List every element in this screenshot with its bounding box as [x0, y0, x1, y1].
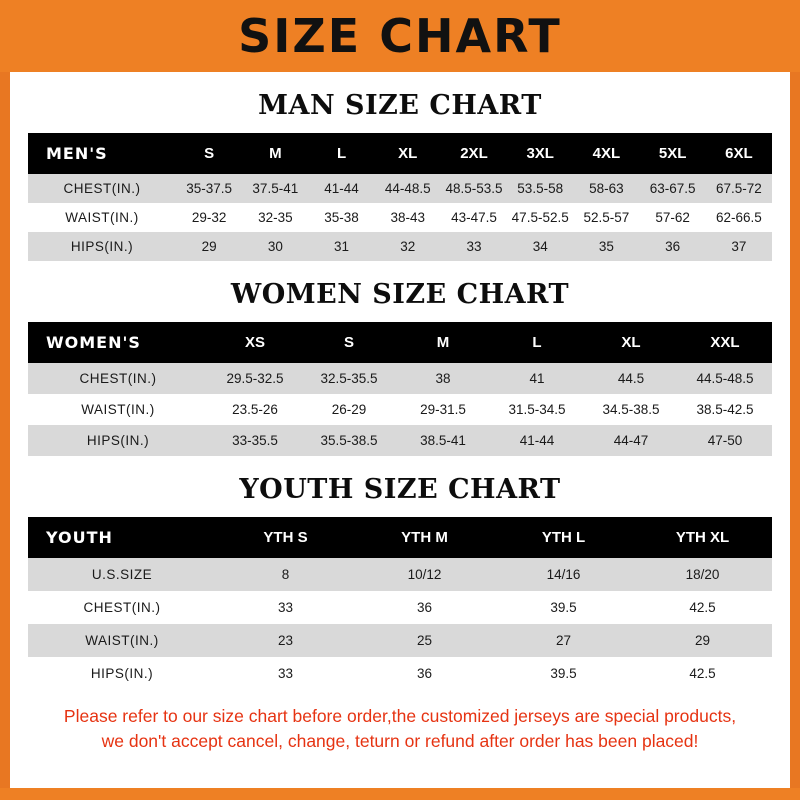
youth-row-label-waist: WAIST(IN.) — [28, 624, 216, 657]
men-chest-xl: 44-48.5 — [375, 174, 441, 203]
men-waist-3xl: 47.5-52.5 — [507, 203, 573, 232]
women-chest-xxl: 44.5-48.5 — [678, 363, 772, 394]
section-youth — [10, 474, 790, 690]
women-hips-s: 35.5-38.5 — [302, 425, 396, 456]
section-man — [10, 90, 790, 261]
women-hips-xxl: 47-50 — [678, 425, 772, 456]
men-chest-m: 37.5-41 — [242, 174, 308, 203]
women-waist-xl: 34.5-38.5 — [584, 394, 678, 425]
table-row — [28, 394, 772, 425]
table-row — [28, 174, 772, 203]
youth-chest-s: 33 — [216, 591, 355, 624]
women-header-xs: XS — [208, 322, 302, 363]
men-table-head — [28, 133, 772, 174]
youth-hips-l: 39.5 — [494, 657, 633, 690]
youth-chest-l: 39.5 — [494, 591, 633, 624]
men-row-label-hips: HIPS(IN.) — [28, 232, 176, 261]
bottom-accent-bar — [0, 788, 800, 800]
youth-chest-xl: 42.5 — [633, 591, 772, 624]
men-chest-4xl: 58-63 — [573, 174, 639, 203]
women-hips-xs: 33-35.5 — [208, 425, 302, 456]
men-chest-2xl: 48.5-53.5 — [441, 174, 507, 203]
notice-line-1: Please refer to our size chart before order,the customized jerseys are special products, — [63, 706, 737, 726]
men-hips-m: 30 — [242, 232, 308, 261]
youth-row-label-ussize: U.S.SIZE — [28, 558, 216, 591]
youth-table-body — [28, 558, 772, 690]
men-hips-2xl: 33 — [441, 232, 507, 261]
table-header-row — [28, 133, 772, 174]
men-waist-l: 35-38 — [308, 203, 374, 232]
youth-size-table — [28, 517, 772, 690]
men-waist-2xl: 43-47.5 — [441, 203, 507, 232]
men-header-6xl: 6XL — [706, 133, 772, 174]
men-header-4xl: 4XL — [573, 133, 639, 174]
section-title-youth: YOUTH SIZE CHART — [239, 474, 561, 505]
women-row-label-waist: WAIST(IN.) — [28, 394, 208, 425]
men-header-xl: XL — [375, 133, 441, 174]
women-chest-l: 41 — [490, 363, 584, 394]
youth-ussize-l: 14/16 — [494, 558, 633, 591]
men-waist-4xl: 52.5-57 — [573, 203, 639, 232]
women-waist-xs: 23.5-26 — [208, 394, 302, 425]
men-chest-6xl: 67.5-72 — [706, 174, 772, 203]
men-chest-3xl: 53.5-58 — [507, 174, 573, 203]
women-hips-xl: 44-47 — [584, 425, 678, 456]
men-hips-3xl: 34 — [507, 232, 573, 261]
women-row-label-chest: CHEST(IN.) — [28, 363, 208, 394]
women-table-head — [28, 322, 772, 363]
youth-ussize-xl: 18/20 — [633, 558, 772, 591]
women-header-xxl: XXL — [678, 322, 772, 363]
youth-hips-xl: 42.5 — [633, 657, 772, 690]
women-chest-xl: 44.5 — [584, 363, 678, 394]
youth-waist-m: 25 — [355, 624, 494, 657]
women-hips-l: 41-44 — [490, 425, 584, 456]
women-hips-m: 38.5-41 — [396, 425, 490, 456]
men-header-5xl: 5XL — [640, 133, 706, 174]
men-chest-l: 41-44 — [308, 174, 374, 203]
youth-row-label-hips: HIPS(IN.) — [28, 657, 216, 690]
section-women — [10, 279, 790, 456]
men-header-s: S — [176, 133, 242, 174]
men-waist-5xl: 57-62 — [640, 203, 706, 232]
men-row-label-waist: WAIST(IN.) — [28, 203, 176, 232]
women-waist-m: 29-31.5 — [396, 394, 490, 425]
men-hips-l: 31 — [308, 232, 374, 261]
youth-ussize-m: 10/12 — [355, 558, 494, 591]
women-header-m: M — [396, 322, 490, 363]
women-header-s: S — [302, 322, 396, 363]
youth-ussize-s: 8 — [216, 558, 355, 591]
men-hips-6xl: 37 — [706, 232, 772, 261]
youth-waist-s: 23 — [216, 624, 355, 657]
women-waist-l: 31.5-34.5 — [490, 394, 584, 425]
youth-header-label: YOUTH — [28, 517, 216, 558]
men-hips-s: 29 — [176, 232, 242, 261]
table-row — [28, 591, 772, 624]
men-hips-5xl: 36 — [640, 232, 706, 261]
youth-header-l: YTH L — [494, 517, 633, 558]
table-row — [28, 203, 772, 232]
banner — [0, 0, 800, 72]
youth-header-s: YTH S — [216, 517, 355, 558]
men-table-body — [28, 174, 772, 261]
women-table-body — [28, 363, 772, 456]
section-title-women: WOMEN SIZE CHART — [230, 279, 570, 310]
men-chest-s: 35-37.5 — [176, 174, 242, 203]
women-waist-xxl: 38.5-42.5 — [678, 394, 772, 425]
table-row — [28, 425, 772, 456]
table-row — [28, 558, 772, 591]
women-row-label-hips: HIPS(IN.) — [28, 425, 208, 456]
men-header-l: L — [308, 133, 374, 174]
section-title-man: MAN SIZE CHART — [258, 90, 542, 121]
order-notice — [10, 704, 790, 755]
youth-hips-s: 33 — [216, 657, 355, 690]
youth-header-m: YTH M — [355, 517, 494, 558]
table-header-row — [28, 517, 772, 558]
men-size-table — [28, 133, 772, 261]
men-waist-6xl: 62-66.5 — [706, 203, 772, 232]
table-row — [28, 624, 772, 657]
men-header-label: MEN'S — [28, 133, 176, 174]
youth-hips-m: 36 — [355, 657, 494, 690]
women-chest-xs: 29.5-32.5 — [208, 363, 302, 394]
page-title: SIZE CHART — [238, 9, 562, 63]
women-size-table — [28, 322, 772, 456]
women-chest-s: 32.5-35.5 — [302, 363, 396, 394]
women-header-xl: XL — [584, 322, 678, 363]
youth-chest-m: 36 — [355, 591, 494, 624]
table-row — [28, 657, 772, 690]
notice-line-2: we don't accept cancel, change, teturn or refund after order has been placed! — [101, 731, 699, 752]
men-chest-5xl: 63-67.5 — [640, 174, 706, 203]
men-hips-xl: 32 — [375, 232, 441, 261]
youth-waist-l: 27 — [494, 624, 633, 657]
table-row — [28, 363, 772, 394]
men-row-label-chest: CHEST(IN.) — [28, 174, 176, 203]
men-header-m: M — [242, 133, 308, 174]
youth-header-xl: YTH XL — [633, 517, 772, 558]
women-chest-m: 38 — [396, 363, 490, 394]
youth-row-label-chest: CHEST(IN.) — [28, 591, 216, 624]
women-header-l: L — [490, 322, 584, 363]
men-header-3xl: 3XL — [507, 133, 573, 174]
men-header-2xl: 2XL — [441, 133, 507, 174]
men-waist-s: 29-32 — [176, 203, 242, 232]
men-waist-xl: 38-43 — [375, 203, 441, 232]
youth-table-head — [28, 517, 772, 558]
table-header-row — [28, 322, 772, 363]
men-hips-4xl: 35 — [573, 232, 639, 261]
men-waist-m: 32-35 — [242, 203, 308, 232]
youth-waist-xl: 29 — [633, 624, 772, 657]
table-row — [28, 232, 772, 261]
women-waist-s: 26-29 — [302, 394, 396, 425]
women-header-label: WOMEN'S — [28, 322, 208, 363]
